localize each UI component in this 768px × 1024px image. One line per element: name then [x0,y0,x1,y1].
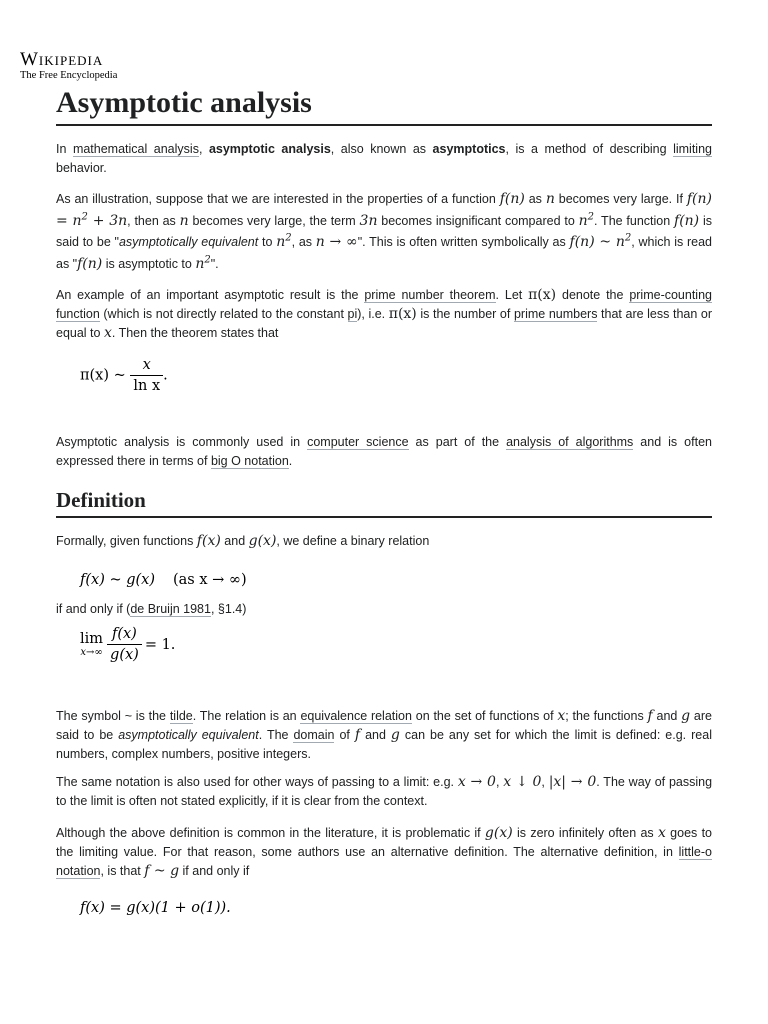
link-computer-science[interactable]: computer science [307,435,409,449]
link-mathematical-analysis[interactable]: mathematical analysis [72,142,199,156]
link-pi[interactable]: pi [347,307,358,321]
page-title: Asymptotic analysis [56,85,712,126]
link-big-o-notation[interactable]: big O notation [210,454,289,468]
definition-paragraph-4: The same notation is also used for other ways of passing to a limit: e.g. x → 0, x ↓ 0, |x| → 0. The way of passing to the limit is often not stated explicitly, if it is clear from the context. [56,774,713,808]
link-prime-numbers[interactable]: prime numbers [513,307,598,321]
definition-paragraph-5: Although the above definition is common in the literature, it is problematic if g(x) is zero infinitely often as x goes to the limiting value. For that reason, some authors use an alternative definition. The alternative definition, in little-o notation, is that f ~ g if and only if [56,825,712,879]
equation-prime-number-theorem: π(x) ~ $\frac{x}{\text{ln x}}$ . [80,357,168,394]
equation-little-o-definition: f(x) = g(x)(1 + o(1)). [80,900,231,916]
wikipedia-wordmark: Wikipedia [20,49,104,70]
intro-paragraph-2: As an illustration, suppose that we are interested in the properties of a function f(n) as n becomes very large. If $f(n) = n^2 + 3n$, then as n becomes very large, the term 3n becomes insignificant compared to $n^2$. The function f(n) is said to be "asymptotically equivalent to $n^2$, as n → ∞". This is often written symbolically as f(n) ~ $n^2$, which is read as "f(n) is asymptotic to $n^2$". [56,191,713,272]
link-tilde[interactable]: tilde [169,709,193,723]
link-equivalence-relation[interactable]: equivalence relation [300,709,412,723]
link-citation-de-bruijn[interactable]: de Bruijn 1981 [130,602,211,616]
wikipedia-tagline: The Free Encyclopedia [20,70,118,81]
intro-paragraph-3: An example of an important asymptotic result is the prime number theorem. Let π(x) denote the prime-counting function (which is not directly related to the constant pi), i.e. π(x) is the number of prime numbers that are less than or equal to x. Then the theorem states that [56,287,713,341]
link-prime-number-theorem[interactable]: prime number theorem [364,288,496,302]
link-analysis-of-algorithms[interactable]: analysis of algorithms [506,435,634,449]
link-little-o-notation[interactable]: little-o notation [56,845,712,878]
link-limiting[interactable]: limiting [673,142,712,156]
intro-paragraph-4: Asymptotic analysis is commonly used in computer science as part of the analysis of algorithms and is often expressed there in terms of big O notation. [56,435,712,468]
link-prime-counting-function[interactable]: prime-counting function [56,288,712,321]
equation-asymptotic-relation: f(x) ~ g(x) (as x → ∞) [80,572,247,588]
section-heading-definition: Definition [56,487,712,518]
definition-paragraph-2: if and only if (de Bruijn 1981, §1.4) [56,602,247,616]
definition-paragraph-1: Formally, given functions f(x) and g(x), we define a binary relation [56,533,430,549]
definition-paragraph-3: The symbol ~ is the tilde. The relation is an equivalence relation on the set of functions of x; the functions f and g are said to be asymptotically equivalent. The domain of f and g can be any set for which the limit is defined: e.g. real numbers, complex numbers, positive integers. [56,708,712,761]
wikipedia-logo[interactable] [20,50,117,82]
link-domain[interactable]: domain [293,728,335,742]
equation-limit-definition: lim x→∞ $\frac{f(x)}{g(x)}$ = 1. [80,626,176,663]
intro-paragraph-1: In mathematical analysis, asymptotic analysis, also known as asymptotics, is a method of describing limiting behavior. [56,142,712,175]
